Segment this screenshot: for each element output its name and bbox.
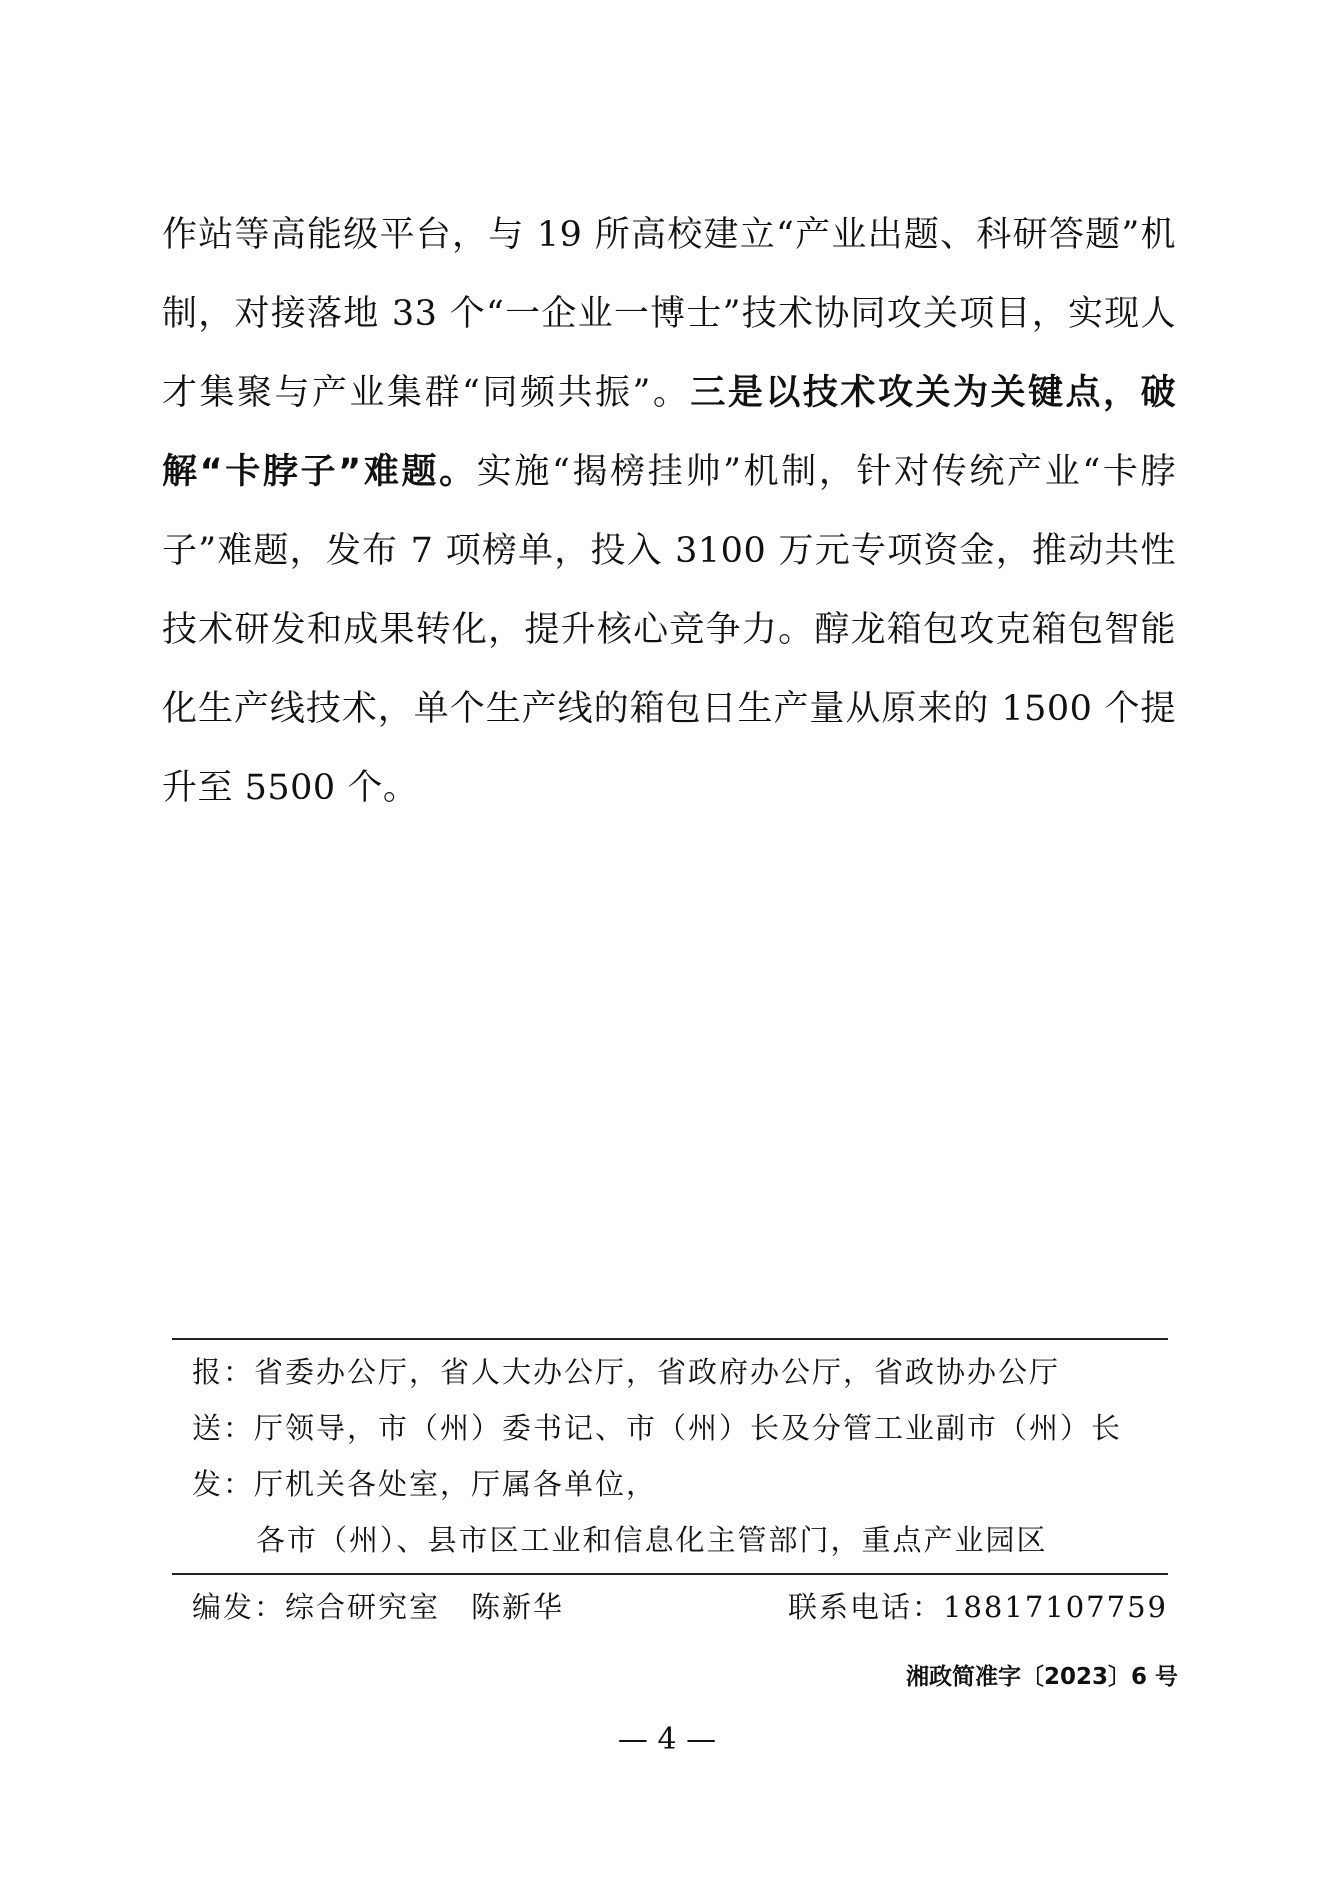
distribution-fa: 发：厅机关各处室，厅属各单位， <box>192 1467 658 1501</box>
body-text-bold: 三是以技术攻关为关键点，破解“卡脖子”难题。 <box>162 373 1176 492</box>
distribution-song: 送：厅领导，市（州）委书记、市（州）长及分管工业副市（州）长 <box>192 1411 1123 1445</box>
distribution-top-rule <box>172 1338 1168 1340</box>
contact-phone: 联系电话：18817107759 <box>788 1590 1168 1624</box>
body-paragraph <box>162 196 1176 828</box>
distribution-fa-continued: 各市（州）、县市区工业和信息化主管部门，重点产业园区 <box>256 1523 1048 1557</box>
distribution-list <box>192 1344 1152 1568</box>
body-text-part2: 实施“揭榜挂帅”机制，针对传统产业“卡脖子”难题，发布 7 项榜单，投入 3100 万元专项资金，推动共性技术研发和成果转化，提升核心竞争力。醇龙箱包攻克箱包智能化生产线技术，单个生产线的箱包日生产量从原来的 1500 个提升至 5500 个。 <box>162 452 1176 808</box>
body-text-part1: 作站等高能级平台，与 19 所高校建立“产业出题、科研答题”机制，对接落地 33 个“一企业一博士”技术协同攻关项目，实现人才集聚与产业集群“同频共振”。 <box>162 215 1176 413</box>
document-number: 湘政简准字〔2023〕6 号 <box>905 1664 1178 1690</box>
editor-line: 编发：综合研究室 陈新华 <box>192 1590 565 1624</box>
distribution-bottom-rule <box>172 1573 1168 1575</box>
distribution-bao: 报：省委办公厅，省人大办公厅，省政府办公厅，省政协办公厅 <box>192 1355 1061 1389</box>
page-number: — 4 — <box>617 1722 717 1757</box>
